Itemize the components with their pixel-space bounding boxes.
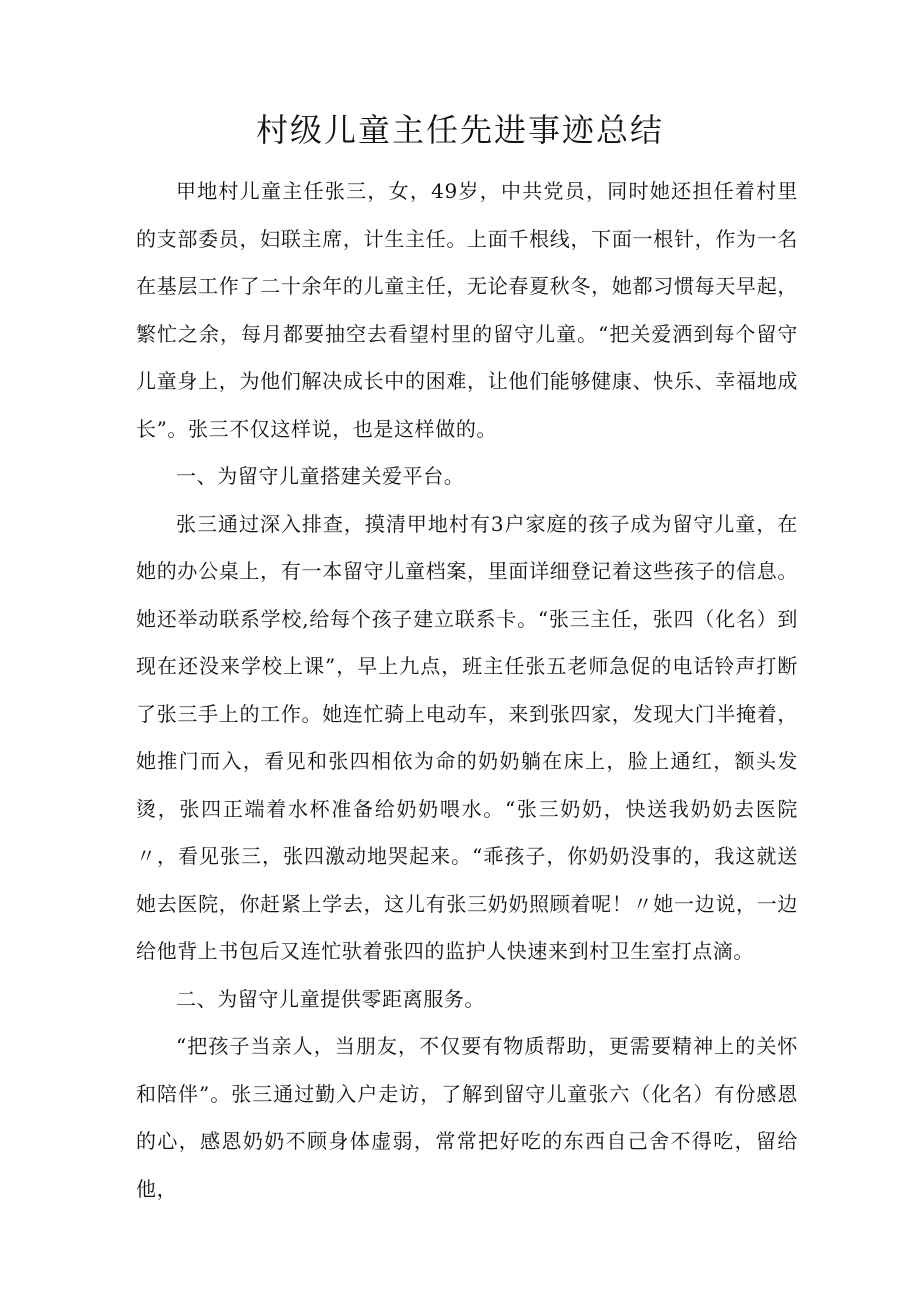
section-heading-1: 一、为留守儿童搭建关爱平台。 [176, 464, 465, 488]
paragraph-intro: 甲地村儿童主任张三，女，49岁，中共党员，同时她还担任着村里的支部委员，妇联主席，计生主任。上面千根线，下面一根针，作为一名在基层工作了二十余年的儿童主任，无论春夏秋冬，她都习惯每天早起，繁忙之余，每月都要抽空去看望村里的留守儿童。“把关爱洒到每个留守儿童身上，为他们解决成长中的困难，让他们能够健康、快乐、幸福地成长”。张三不仅这样说，也是这样做的。 [136, 179, 798, 441]
paragraph-section-2: “把孩子当亲人，当朋友，不仅要有物质帮助，更需要精神上的关怀和陪伴”。张三通过勤入户走访，了解到留守儿童张六（化名）有份感恩的心，感恩奶奶不顾身体虚弱，常常把好吃的东西自己舍不得吃，留给他， [136, 1034, 798, 1201]
document-title: 村级儿童主任先进事迹总结 [255, 111, 664, 149]
paragraph-section-1: 张三通过深入排查，摸清甲地村有3户家庭的孩子成为留守儿童，在她的办公桌上，有一本留守儿童档案，里面详细登记着这些孩子的信息。她还举动联系学校,给每个孩子建立联系卡。“张三主任，张四（化名）到现在还没来学校上课”，早上九点，班主任张五老师急促的电话铃声打断了张三手上的工作。她连忙骑上电动车，来到张四家，发现大门半掩着，她推门而入，看见和张四相依为命的奶奶躺在床上，脸上通红，额头发烫，张四正端着水杯准备给奶奶喂水。“张三奶奶，快送我奶奶去医院〃，看见张三，张四激动地哭起来。“乖孩子，你奶奶没事的，我这就送她去医院，你赶紧上学去，这儿有张三奶奶照顾着呢！〃她一边说，一边给他背上书包后又连忙驮着张四的监护人快速来到村卫生室打点滴。 [136, 511, 798, 963]
section-heading-2: 二、为留守儿童提供零距离服务。 [176, 986, 485, 1011]
document-body [136, 168, 798, 1213]
